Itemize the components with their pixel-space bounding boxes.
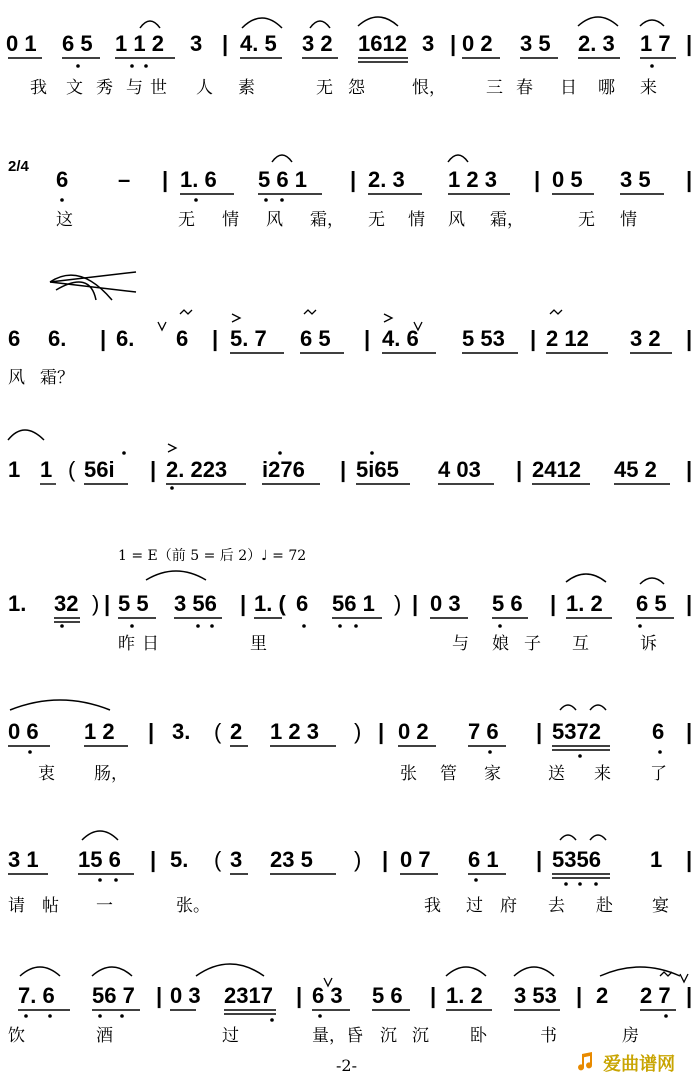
lyric-char: 房 <box>622 1026 639 1046</box>
note-group: 7 6 <box>468 719 499 744</box>
note-group: 3 53 <box>514 983 557 1008</box>
lyric-char: 娘 <box>492 634 509 654</box>
lyric-char: 怨 <box>348 78 365 98</box>
lyric-char: 书 <box>540 1026 557 1046</box>
low-octave-dot <box>264 198 268 202</box>
note-group: 0 1 <box>6 31 37 56</box>
slur <box>600 967 680 976</box>
lyric-char: 张 <box>400 764 417 784</box>
note-group: 6 5 <box>636 591 667 616</box>
low-octave-dot <box>338 624 342 628</box>
slur <box>196 964 264 976</box>
note-group: 3 1 <box>8 847 39 872</box>
slur <box>310 21 330 28</box>
note-group: 3 2 <box>302 31 333 56</box>
low-octave-dot <box>28 750 32 754</box>
note-group: 3 56 <box>174 591 217 616</box>
accent-mark <box>232 314 240 322</box>
note-group: 1 <box>8 457 21 482</box>
note-group: 6 <box>8 326 21 351</box>
low-octave-dot <box>48 1014 52 1018</box>
note-group: 2 <box>230 719 243 744</box>
note-group: 0 3 <box>170 983 201 1008</box>
note-group: 2 12 <box>546 326 589 351</box>
note-group: 1. 2 <box>446 983 483 1008</box>
slur <box>272 155 292 162</box>
barline: | <box>686 326 693 351</box>
barline: | <box>686 719 693 744</box>
low-octave-dot <box>60 624 64 628</box>
note-group: 2. 3 <box>368 167 405 192</box>
barline: | <box>378 719 385 744</box>
lyric-char: 无 <box>578 210 595 230</box>
note-group: 56 1 <box>332 591 375 616</box>
barline: | <box>430 983 437 1008</box>
low-octave-dot <box>76 64 80 68</box>
barline: | <box>156 983 163 1008</box>
lyric-char: 哪 <box>598 78 615 98</box>
note-group: 5356 <box>552 847 601 872</box>
note-group: 1 7 <box>640 31 671 56</box>
note-group: 2. 223 <box>166 457 228 482</box>
tempo-marking: 1 = E（前 5 = 后 2）♩ = 72 <box>118 548 307 564</box>
high-octave-dot <box>278 451 282 455</box>
lyric-char: 去 <box>548 896 565 916</box>
note-group: 6 3 <box>312 983 343 1008</box>
barline: | <box>150 457 157 482</box>
breath-mark <box>680 974 688 982</box>
lyric-char: 里 <box>250 634 267 654</box>
lyric-char: 来 <box>640 78 657 98</box>
slur <box>82 831 118 840</box>
low-octave-dot <box>318 1014 322 1018</box>
lyric-char: 风 <box>448 210 465 230</box>
note-group: 5. 7 <box>230 326 267 351</box>
low-octave-dot <box>474 878 478 882</box>
lyric-char: 卧 <box>470 1026 487 1046</box>
slur <box>358 17 398 26</box>
lyric-char: 昨 <box>118 634 135 654</box>
barline: | <box>686 457 693 482</box>
slur <box>8 430 44 440</box>
note-group: 6 <box>56 167 69 192</box>
lyric-char: 秀 <box>96 78 113 98</box>
close-paren: ) <box>394 591 402 616</box>
low-octave-dot <box>98 878 102 882</box>
lyric-char: 赴 <box>596 896 613 916</box>
note-group: 0 3 <box>430 591 461 616</box>
note-group: 5i65 <box>356 457 399 482</box>
lyric-char: 一 <box>96 896 113 916</box>
lyric-char: 帖 <box>42 896 59 916</box>
lyric-char: 过 <box>466 896 483 916</box>
slur <box>578 17 618 26</box>
low-octave-dot <box>196 624 200 628</box>
slur <box>448 155 468 162</box>
barline: | <box>150 847 157 872</box>
close-paren: ) <box>354 719 362 744</box>
lyric-char: 日 <box>560 78 577 98</box>
note-group: 1612 <box>358 31 407 56</box>
high-octave-dot <box>122 451 126 455</box>
lyric-char: 肠， <box>94 764 128 784</box>
lyric-char: 无 <box>316 78 333 98</box>
note-group: 0 2 <box>398 719 429 744</box>
low-octave-dot <box>270 1018 274 1022</box>
note-group: 2 7 <box>640 983 671 1008</box>
note-group: 6. <box>116 326 135 351</box>
note-group: 6. <box>48 326 67 351</box>
slur <box>514 967 554 976</box>
lyric-char: 三 <box>486 78 503 98</box>
note-group: 1 1 2 <box>115 31 164 56</box>
low-octave-dot <box>354 624 358 628</box>
note-group: 0 7 <box>400 847 431 872</box>
low-octave-dot <box>60 198 64 202</box>
note-group: 2317 <box>224 983 273 1008</box>
close-paren: ) <box>354 847 362 872</box>
lyric-char: 子 <box>524 634 541 654</box>
note-group: 1 <box>650 847 663 872</box>
note-group: 7. 6 <box>18 983 55 1008</box>
open-paren: ( <box>214 847 222 872</box>
lyric-char: 霜， <box>490 210 524 230</box>
barline: | <box>412 591 419 616</box>
slur <box>640 578 664 584</box>
accent-mark <box>168 444 176 452</box>
note-group: 1 <box>40 457 53 482</box>
slur <box>590 835 606 840</box>
low-octave-dot <box>170 486 174 490</box>
slur <box>446 967 486 976</box>
slur <box>20 967 60 976</box>
note-group: – <box>118 167 131 192</box>
lyric-char: 诉 <box>640 634 657 654</box>
note-group: 1. <box>8 591 27 616</box>
low-octave-dot <box>498 624 502 628</box>
note-group: 5 53 <box>462 326 505 351</box>
note-group: 5. <box>170 847 189 872</box>
mordent-mark <box>304 310 316 314</box>
barline: | <box>382 847 389 872</box>
lyric-char: 了 <box>650 764 667 784</box>
low-octave-dot <box>578 754 582 758</box>
lyric-char: 世 <box>150 78 167 98</box>
low-octave-dot <box>650 64 654 68</box>
lyric-char: 饮 <box>8 1026 25 1046</box>
barline: | <box>536 719 543 744</box>
slur <box>640 20 664 26</box>
lyric-char: 与 <box>126 78 143 98</box>
note-group: 5 6 1 <box>258 167 307 192</box>
open-paren: ( <box>68 457 76 482</box>
barline: | <box>100 326 107 351</box>
slur <box>560 705 576 710</box>
mordent-mark <box>180 310 192 314</box>
low-octave-dot <box>130 64 134 68</box>
lyric-char: 文 <box>66 78 83 98</box>
note-group: 4. 5 <box>240 31 277 56</box>
lyric-char: 沉 <box>412 1026 429 1046</box>
note-group: 6 5 <box>62 31 93 56</box>
low-octave-dot <box>664 1014 668 1018</box>
close-paren: ) <box>92 591 100 616</box>
low-octave-dot <box>98 1014 102 1018</box>
lyric-char: 霜， <box>310 210 344 230</box>
barline: | <box>296 983 303 1008</box>
lyric-char: 酒 <box>96 1026 113 1046</box>
barline: | <box>104 591 111 616</box>
barline: | <box>340 457 347 482</box>
note-group: 6 <box>652 719 665 744</box>
lyric-char: 家 <box>484 764 501 784</box>
note-group: 1 2 3 <box>448 167 497 192</box>
breath-mark <box>158 322 166 330</box>
low-octave-dot <box>194 198 198 202</box>
lyric-char: 风 <box>8 368 25 388</box>
note-group: 3 <box>422 31 435 56</box>
note-group: 56 7 <box>92 983 135 1008</box>
note-group: 6 <box>296 591 309 616</box>
note-group: 3 5 <box>620 167 651 192</box>
lyric-char: 我 <box>424 896 441 916</box>
note-group: 1 2 3 <box>270 719 319 744</box>
lyric-char: 情 <box>408 210 425 230</box>
note-group: 6 1 <box>468 847 499 872</box>
slur <box>242 18 282 28</box>
low-octave-dot <box>280 198 284 202</box>
time-signature: 2/4 <box>8 158 29 175</box>
lyric-char: 情 <box>222 210 239 230</box>
barline: | <box>162 167 169 192</box>
note-group: 3 <box>190 31 203 56</box>
lyric-char: 恨， <box>412 78 446 98</box>
low-octave-dot <box>578 882 582 886</box>
note-group: 56i <box>84 457 115 482</box>
lyric-char: 过 <box>222 1026 239 1046</box>
note-group: 6 5 <box>300 326 331 351</box>
lyric-char: 日 <box>142 634 159 654</box>
note-group: 1. ( <box>254 591 286 616</box>
lyric-char: 来 <box>594 764 611 784</box>
barline: | <box>576 983 583 1008</box>
barline: | <box>550 591 557 616</box>
low-octave-dot <box>130 624 134 628</box>
barline: | <box>686 847 693 872</box>
slur <box>566 574 606 582</box>
note-group: 2 <box>596 983 609 1008</box>
note-group: 3 <box>230 847 243 872</box>
slur <box>10 700 110 710</box>
note-group: 3 5 <box>520 31 551 56</box>
low-octave-dot <box>144 64 148 68</box>
underlines <box>8 58 676 1014</box>
barline: | <box>450 31 457 56</box>
note-group: 23 5 <box>270 847 313 872</box>
slur <box>146 571 206 580</box>
lyric-char: 沉 <box>380 1026 397 1046</box>
slur <box>590 705 606 710</box>
lyric-char: 春 <box>516 78 533 98</box>
low-octave-dot <box>658 750 662 754</box>
page-number: -2- <box>336 1056 357 1075</box>
note-group: 5 5 <box>118 591 149 616</box>
note-group: 1. 2 <box>566 591 603 616</box>
note-group: 0 5 <box>552 167 583 192</box>
note-group: 0 2 <box>462 31 493 56</box>
lyric-char: 送 <box>548 764 565 784</box>
note-group: 1. 6 <box>180 167 217 192</box>
low-octave-dot <box>594 882 598 886</box>
lyric-char: 我 <box>30 78 47 98</box>
note-group: 5 6 <box>372 983 403 1008</box>
barline: | <box>148 719 155 744</box>
lyric-char: 府 <box>500 896 517 916</box>
note-group: 3 2 <box>630 326 661 351</box>
lyric-char: 无 <box>178 210 195 230</box>
low-octave-dot <box>488 750 492 754</box>
note-group: 2412 <box>532 457 581 482</box>
lyric-char: 情 <box>620 210 637 230</box>
barline: | <box>350 167 357 192</box>
low-octave-dot <box>302 624 306 628</box>
lyric-char: 宴 <box>652 896 669 916</box>
slur <box>560 835 576 840</box>
barline: | <box>240 591 247 616</box>
barline: | <box>534 167 541 192</box>
lyric-char: 人 <box>196 78 213 98</box>
note-group: 6 <box>176 326 189 351</box>
lyric-char: 这 <box>56 210 73 230</box>
barline: | <box>686 591 693 616</box>
barline: | <box>536 847 543 872</box>
note-group: 5372 <box>552 719 601 744</box>
barline: | <box>686 983 693 1008</box>
note-group: 4 03 <box>438 457 481 482</box>
lyric-char: 管 <box>440 764 457 784</box>
note-group: 1 2 <box>84 719 115 744</box>
low-octave-dot <box>114 878 118 882</box>
articulation-marks <box>158 310 688 986</box>
hairpin-line <box>50 272 136 282</box>
barline: | <box>212 326 219 351</box>
barline: | <box>516 457 523 482</box>
note-group: 5 6 <box>492 591 523 616</box>
lyric-char: 与 <box>452 634 469 654</box>
accent-mark <box>384 314 392 322</box>
note-group: i276 <box>262 457 305 482</box>
lyric-char: 张。 <box>176 896 210 916</box>
high-octave-dot <box>370 451 374 455</box>
low-octave-dot <box>564 882 568 886</box>
lyric-char: 量，昏 <box>312 1026 363 1046</box>
low-octave-dot <box>638 624 642 628</box>
watermark-text: 爱曲谱网 <box>603 1054 676 1075</box>
low-octave-dot <box>24 1014 28 1018</box>
breath-mark <box>414 322 422 330</box>
lyric-char: 风 <box>266 210 283 230</box>
lyric-char: 衷 <box>38 764 55 784</box>
barline: | <box>364 326 371 351</box>
slurs <box>8 17 680 976</box>
lyric-char: 请 <box>8 896 25 916</box>
note-group: 3. <box>172 719 191 744</box>
lyric-char: 素 <box>238 78 255 98</box>
note-group: 4. 6 <box>382 326 419 351</box>
low-octave-dot <box>210 624 214 628</box>
breath-mark <box>324 978 332 986</box>
slur <box>140 21 160 28</box>
note-group: 32 <box>54 591 79 616</box>
lyric-char: 互 <box>572 634 589 654</box>
barline: | <box>686 31 693 56</box>
note-group: 2. 3 <box>578 31 615 56</box>
note-group: 15 6 <box>78 847 121 872</box>
mordent-mark <box>550 310 562 314</box>
slur <box>92 967 132 976</box>
open-paren: ( <box>214 719 222 744</box>
barline: | <box>530 326 537 351</box>
barline: | <box>222 31 229 56</box>
lyric-char: 无 <box>368 210 385 230</box>
low-octave-dot <box>120 1014 124 1018</box>
barline: | <box>686 167 693 192</box>
note-group: 45 2 <box>614 457 657 482</box>
note-group: 0 6 <box>8 719 39 744</box>
lyric-char: 霜？ <box>40 368 74 388</box>
